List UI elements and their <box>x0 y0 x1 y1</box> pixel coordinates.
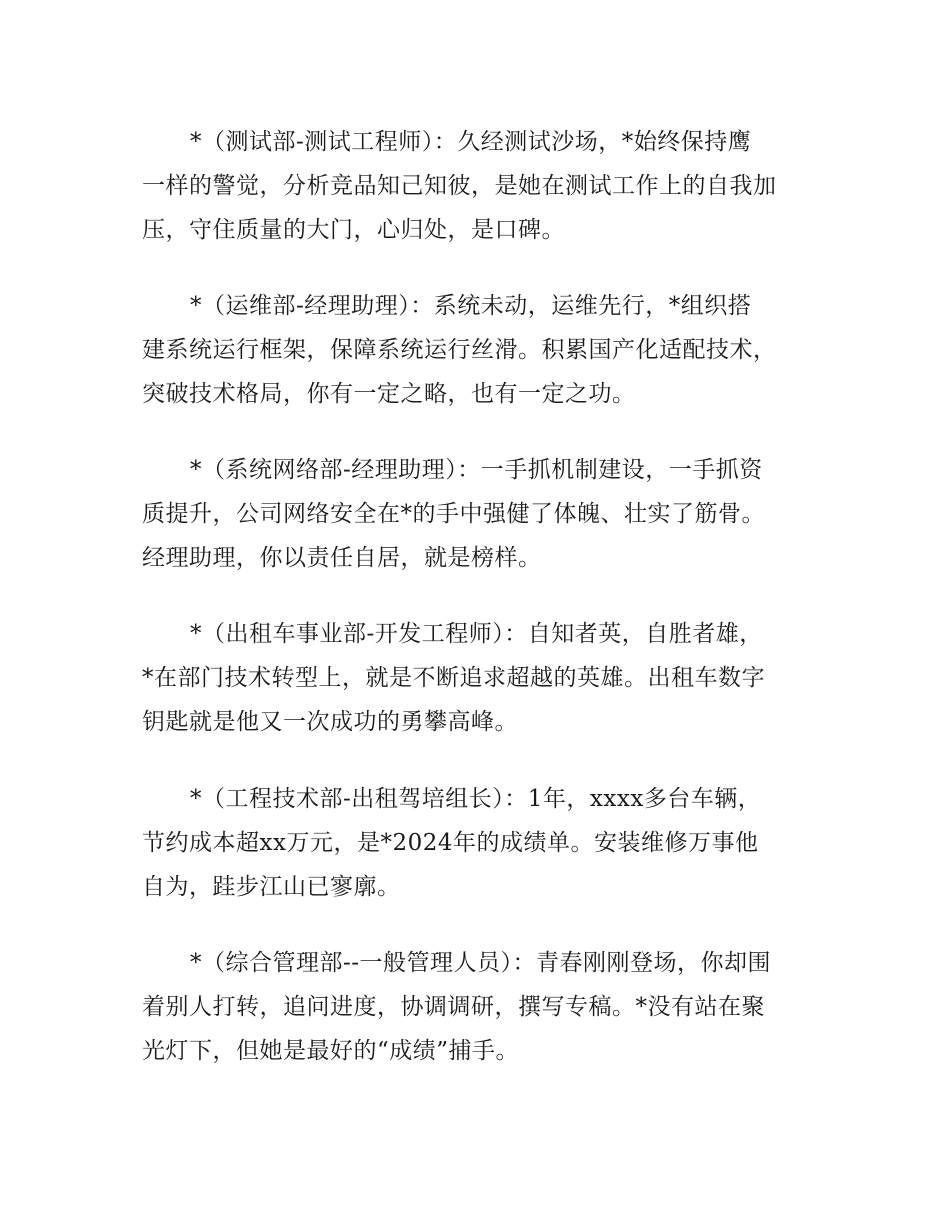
paragraph-taxi-developer <box>142 612 812 744</box>
paragraph-line: 压，守住质量的大门，心归处，是口碑。 <box>142 217 565 243</box>
paragraph-line: 自为，跬步江山已寥廓。 <box>142 874 401 900</box>
paragraph-line: *（出租车事业部-开发工程师）：自知者英，自胜者雄， <box>190 621 763 647</box>
paragraph-line: *（综合管理部--一般管理人员）：青春刚刚登场，你却围 <box>190 950 772 976</box>
paragraph-line: *（测试部-测试工程师）：久经测试沙场，*始终保持鹰 <box>190 129 752 155</box>
paragraph-network-assistant <box>142 448 812 580</box>
paragraph-ops-assistant <box>142 284 812 416</box>
paragraph-line: 着别人打转，追问进度，协调调研，撰写专稿。*没有站在聚 <box>142 994 765 1020</box>
paragraph-line: *（运维部-经理助理）：系统未动，运维先行，*组织搭 <box>190 293 752 319</box>
paragraph-line: *在部门技术转型上，就是不断追求超越的英雄。出租车数字 <box>142 665 765 691</box>
paragraph-line: 建系统运行框架，保障系统运行丝滑。积累国产化适配技术， <box>142 337 777 363</box>
paragraph-line: 钥匙就是他又一次成功的勇攀高峰。 <box>142 709 518 735</box>
paragraph-engineering-leader <box>142 777 812 909</box>
paragraph-line: 节约成本超xx万元，是*2024年的成绩单。安装维修万事他 <box>142 830 759 856</box>
paragraph-line: 经理助理，你以责任自居，就是榜样。 <box>142 545 542 571</box>
paragraph-line: 光灯下，但她是最好的“成绩”捕手。 <box>142 1038 520 1064</box>
paragraph-admin-staff <box>142 941 812 1073</box>
paragraph-line: *（工程技术部-出租驾培组长）：1年，xxxx多台车辆， <box>190 786 762 812</box>
paragraph-line: 质提升，公司网络安全在*的手中强健了体魄、壮实了筋骨。 <box>142 501 765 527</box>
paragraph-line: 突破技术格局，你有一定之略，也有一定之功。 <box>142 381 636 407</box>
paragraph-testing-engineer <box>142 120 812 252</box>
paragraph-line: 一样的警觉，分析竞品知己知彼，是她在测试工作上的自我加 <box>142 173 777 199</box>
paragraph-line: *（系统网络部-经理助理）：一手抓机制建设，一手抓资 <box>190 457 763 483</box>
